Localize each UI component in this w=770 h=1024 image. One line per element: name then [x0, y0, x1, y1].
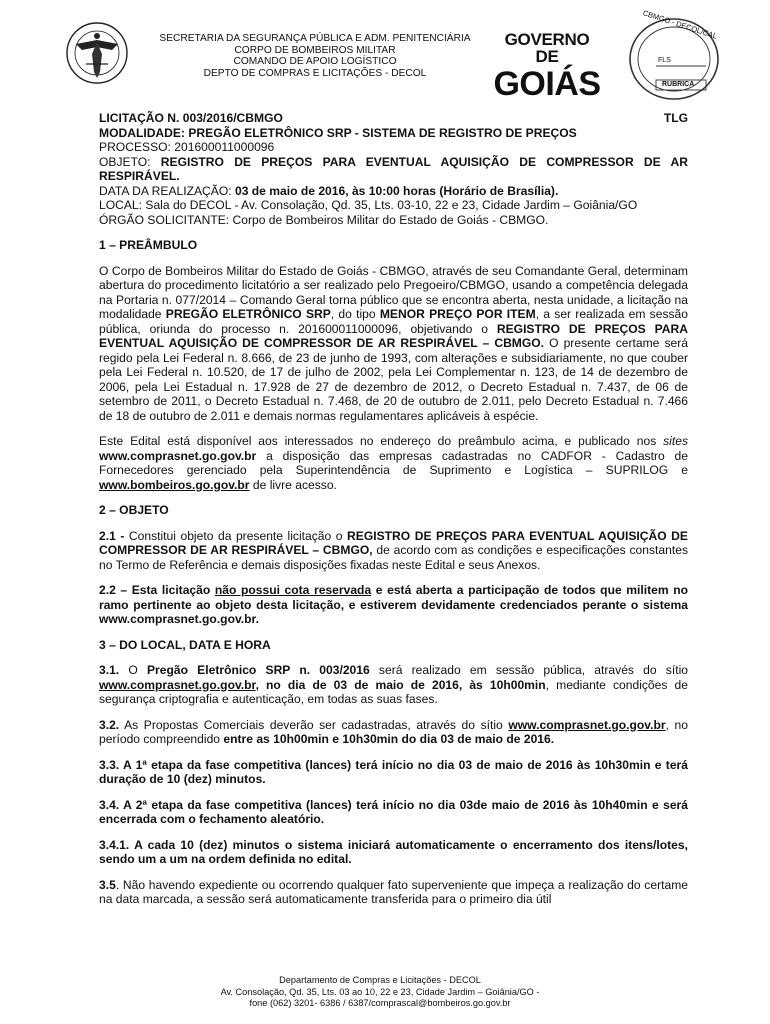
text-span: a disposição das empresas cadastradas no CADFOR - Cadastro de Fornecedores gerenciado pela Superintendência de Suprimento e Logística – SUPRILOG e	[99, 448, 688, 477]
text-span: Constitui objeto da presente licitação o	[124, 528, 348, 543]
text-span: , no período compreendido	[99, 717, 688, 746]
section-1-title: 1 – PREÂMBULO	[99, 238, 198, 252]
stamp-fls-label: FLS	[658, 57, 671, 64]
objeto-label: OBJETO:	[99, 154, 161, 169]
text-span: não possui cota reservada	[214, 583, 372, 597]
preambulo-paragraph-2	[99, 434, 688, 492]
text-span: REGISTRO DE PREÇOS PARA EVENTUAL AQUISIÇÃO DE COMPRESSOR DE AR RESPIRÁVEL – CBMGO,	[99, 528, 688, 557]
text-span: 2.2 – Esta licitação	[99, 583, 215, 597]
text-span: PREGÃO ELETRÔNICO SRP	[165, 307, 331, 321]
footer-line-3: fone (062) 3201- 6386 / 6387/comprascal@bombeiros.go.gov.br	[249, 998, 511, 1009]
local: LOCAL: Sala do DECOL - Av. Consolação, Qd. 35, Lts. 03-10, 22 e 23, Cidade Jardim – Goiânia/GO	[99, 198, 638, 212]
page-footer	[150, 975, 610, 1010]
text-span: O presente certame será regido pela Lei Federal n. 8.666, de 23 de junho de 1993, com alterações e subsidiariamente, no que couber pela Lei Federal n. 10.520, de 17 de julho de 2002, pela Lei Complementar n. 123, de 14 de dezembro de 2006, pela Lei Estadual n. 17.928 de 27 de dezembro de 2012, o Decreto Estadual n. 7.437, de 06 de setembro de 2011, o Decreto Estadual n. 7.468, de 20 de outubro de 2.011, pelo Decreto Estadual n. 7.466 de 18 de outubro de 2.011 e demais normas regulamentares aplicáveis à espécie.	[99, 336, 688, 423]
tlg-label: TLG	[663, 111, 688, 125]
footer-line-1: Departamento de Compras e Licitações - DECOL	[279, 975, 481, 985]
text-span: de acordo com as condições e especificações constantes no Termo de Referência e demais disposições fixadas neste Edital e seus Anexos.	[99, 543, 688, 572]
text-span: , no dia de 03 de maio de 2016, às 10h00min	[255, 677, 546, 692]
text-span: , mediante condições de segurança criptografia e autenticação, em todas as suas fases.	[99, 677, 688, 706]
modalidade: MODALIDADE: PREGÃO ELETRÔNICO SRP - SISTEMA DE REGISTRO DE PREÇOS	[99, 125, 577, 140]
text-span: O	[119, 663, 147, 677]
header-line-1: SECRETARIA DA SEGURANÇA PÚBLICA E ADM. PENITENCIÁRIA	[159, 33, 471, 44]
header-line-2: CORPO DE BOMBEIROS MILITAR	[234, 44, 396, 56]
text-span: Este Edital está disponível aos interessados no endereço do preâmbulo acima, e publicado nos	[99, 434, 664, 448]
text-span: entre as 10h00min e 10h30min do dia 03 de maio de 2016.	[223, 732, 555, 746]
stamp-top-text: CBMGO - DECOL/CAL	[641, 8, 719, 41]
text-span: sites	[663, 434, 688, 448]
text-span: . Não havendo expediente ou ocorrendo qualquer fato superveniente que impeça a realização do certame na data marcada, a sessão será automaticamente transferida para o primeiro dia útil	[99, 877, 688, 906]
comprasnet-link[interactable]: www.comprasnet.go.gov.br	[99, 448, 257, 463]
governo-goias-logo	[493, 31, 601, 101]
gov-logo-line-2: GOIÁS	[493, 65, 601, 103]
data-realizacao	[99, 184, 688, 199]
footer-line-2: Av. Consolação, Qd. 35, Lts. 03 ao 10, 22 e 23, Cidade Jardim – Goiânia/GO -	[220, 986, 540, 997]
local-paragraph-3-4: 3.4. A 2ª etapa da fase competitiva (lances) terá início no dia 03de maio de 2016 às 10h40min e será encerrada com o fechamento aleatório.	[99, 797, 688, 826]
text-span: O Corpo de Bombeiros Militar do Estado de Goiás - CBMGO, através de seu Comandante Geral, determinam abertura do procedimento licitatório a ser realizado pelo Pregoeiro/CBMGO, usando a competência delegada na Portaria n. 077/2014 – Comando Geral torna público que se encontra aberta, nesta unidade, a licitação na modalidade	[99, 263, 688, 321]
text-span: 3.5	[99, 877, 116, 892]
objeto	[99, 155, 688, 184]
processo: PROCESSO: 201600011000096	[99, 140, 275, 154]
local-paragraph-3-2	[99, 718, 688, 747]
data-label: DATA DA REALIZAÇÃO:	[99, 183, 235, 198]
preambulo-paragraph-1	[99, 264, 688, 424]
text-span: 3.2.	[99, 717, 120, 732]
text-span: 3.1.	[99, 663, 120, 677]
comprasnet-link[interactable]: www.comprasnet.go.gov.br	[99, 677, 256, 692]
text-span: As Propostas Comerciais deverão ser cadastradas, através do sítio	[119, 717, 509, 732]
text-span: 2.1 -	[99, 528, 125, 543]
text-span: e está aberta a participação de todos que militem no ramo pertinente ao objeto desta licitação, e estiverem devidamente credenciados perante o sistema www.comprasnet.go.gov.br.	[99, 583, 688, 626]
document-body	[99, 111, 688, 907]
gov-logo-line-1: GOVERNO DE	[504, 30, 590, 66]
objeto-paragraph-2-2	[99, 583, 688, 627]
text-span: MENOR PREÇO POR ITEM	[379, 307, 536, 321]
section-3-title: 3 – DO LOCAL, DATA E HORA	[99, 637, 271, 652]
text-span: , a ser realizada em sessão pública, oriunda do processo n. 201600011000096, objetivando o	[99, 307, 688, 336]
emblem-icon	[64, 20, 130, 86]
text-span: será realizado em sessão pública, através do sítio	[369, 663, 688, 677]
licitacao-number: LICITAÇÃO N. 003/2016/CBMGO	[99, 111, 283, 125]
cbmgo-emblem-logo	[64, 20, 130, 91]
text-span: de livre acesso.	[249, 477, 337, 492]
text-span: REGISTRO DE PREÇOS PARA EVENTUAL AQUISIÇÃO DE COMPRESSOR DE AR RESPIRÁVEL – CBMGO.	[99, 321, 688, 350]
header-line-4: DEPTO DE COMPRAS E LICITAÇÕES - DECOL	[203, 67, 427, 79]
local-paragraph-3-1	[99, 663, 688, 707]
objeto-value: REGISTRO DE PREÇOS PARA EVENTUAL AQUISIÇÃO DE COMPRESSOR DE AR RESPIRÁVEL.	[99, 154, 688, 183]
text-span: , do tipo	[330, 307, 380, 321]
local-paragraph-3-3: 3.3. A 1ª etapa da fase competitiva (lances) terá início no dia 03 de maio de 2016 às 10h30min e terá duração de 10 (dez) minutos.	[99, 757, 688, 786]
header-institution	[140, 33, 490, 79]
folio-stamp	[626, 8, 726, 109]
stamp-rubrica-label: RUBRICA	[662, 81, 695, 88]
objeto-paragraph-2-1	[99, 529, 688, 573]
comprasnet-link[interactable]: www.comprasnet.go.gov.br	[508, 717, 666, 732]
orgao-solicitante: ÓRGÃO SOLICITANTE: Corpo de Bombeiros Militar do Estado de Goiás - CBMGO.	[99, 212, 549, 227]
local-paragraph-3-5	[99, 878, 688, 907]
local-paragraph-3-4-1: 3.4.1. A cada 10 (dez) minutos o sistema iniciará automaticamente o encerramento dos itens/lotes, sendo um a um na ordem definida no edital.	[99, 837, 688, 866]
section-2-title: 2 – OBJETO	[99, 503, 169, 517]
bombeiros-link[interactable]: www.bombeiros.go.gov.br	[99, 477, 250, 492]
data-value: 03 de maio de 2016, às 10:00 horas (Horário de Brasília).	[234, 183, 559, 198]
header-line-3: COMANDO DE APOIO LOGÍSTICO	[233, 56, 397, 68]
text-span: Pregão Eletrônico SRP n. 003/2016	[146, 663, 370, 677]
